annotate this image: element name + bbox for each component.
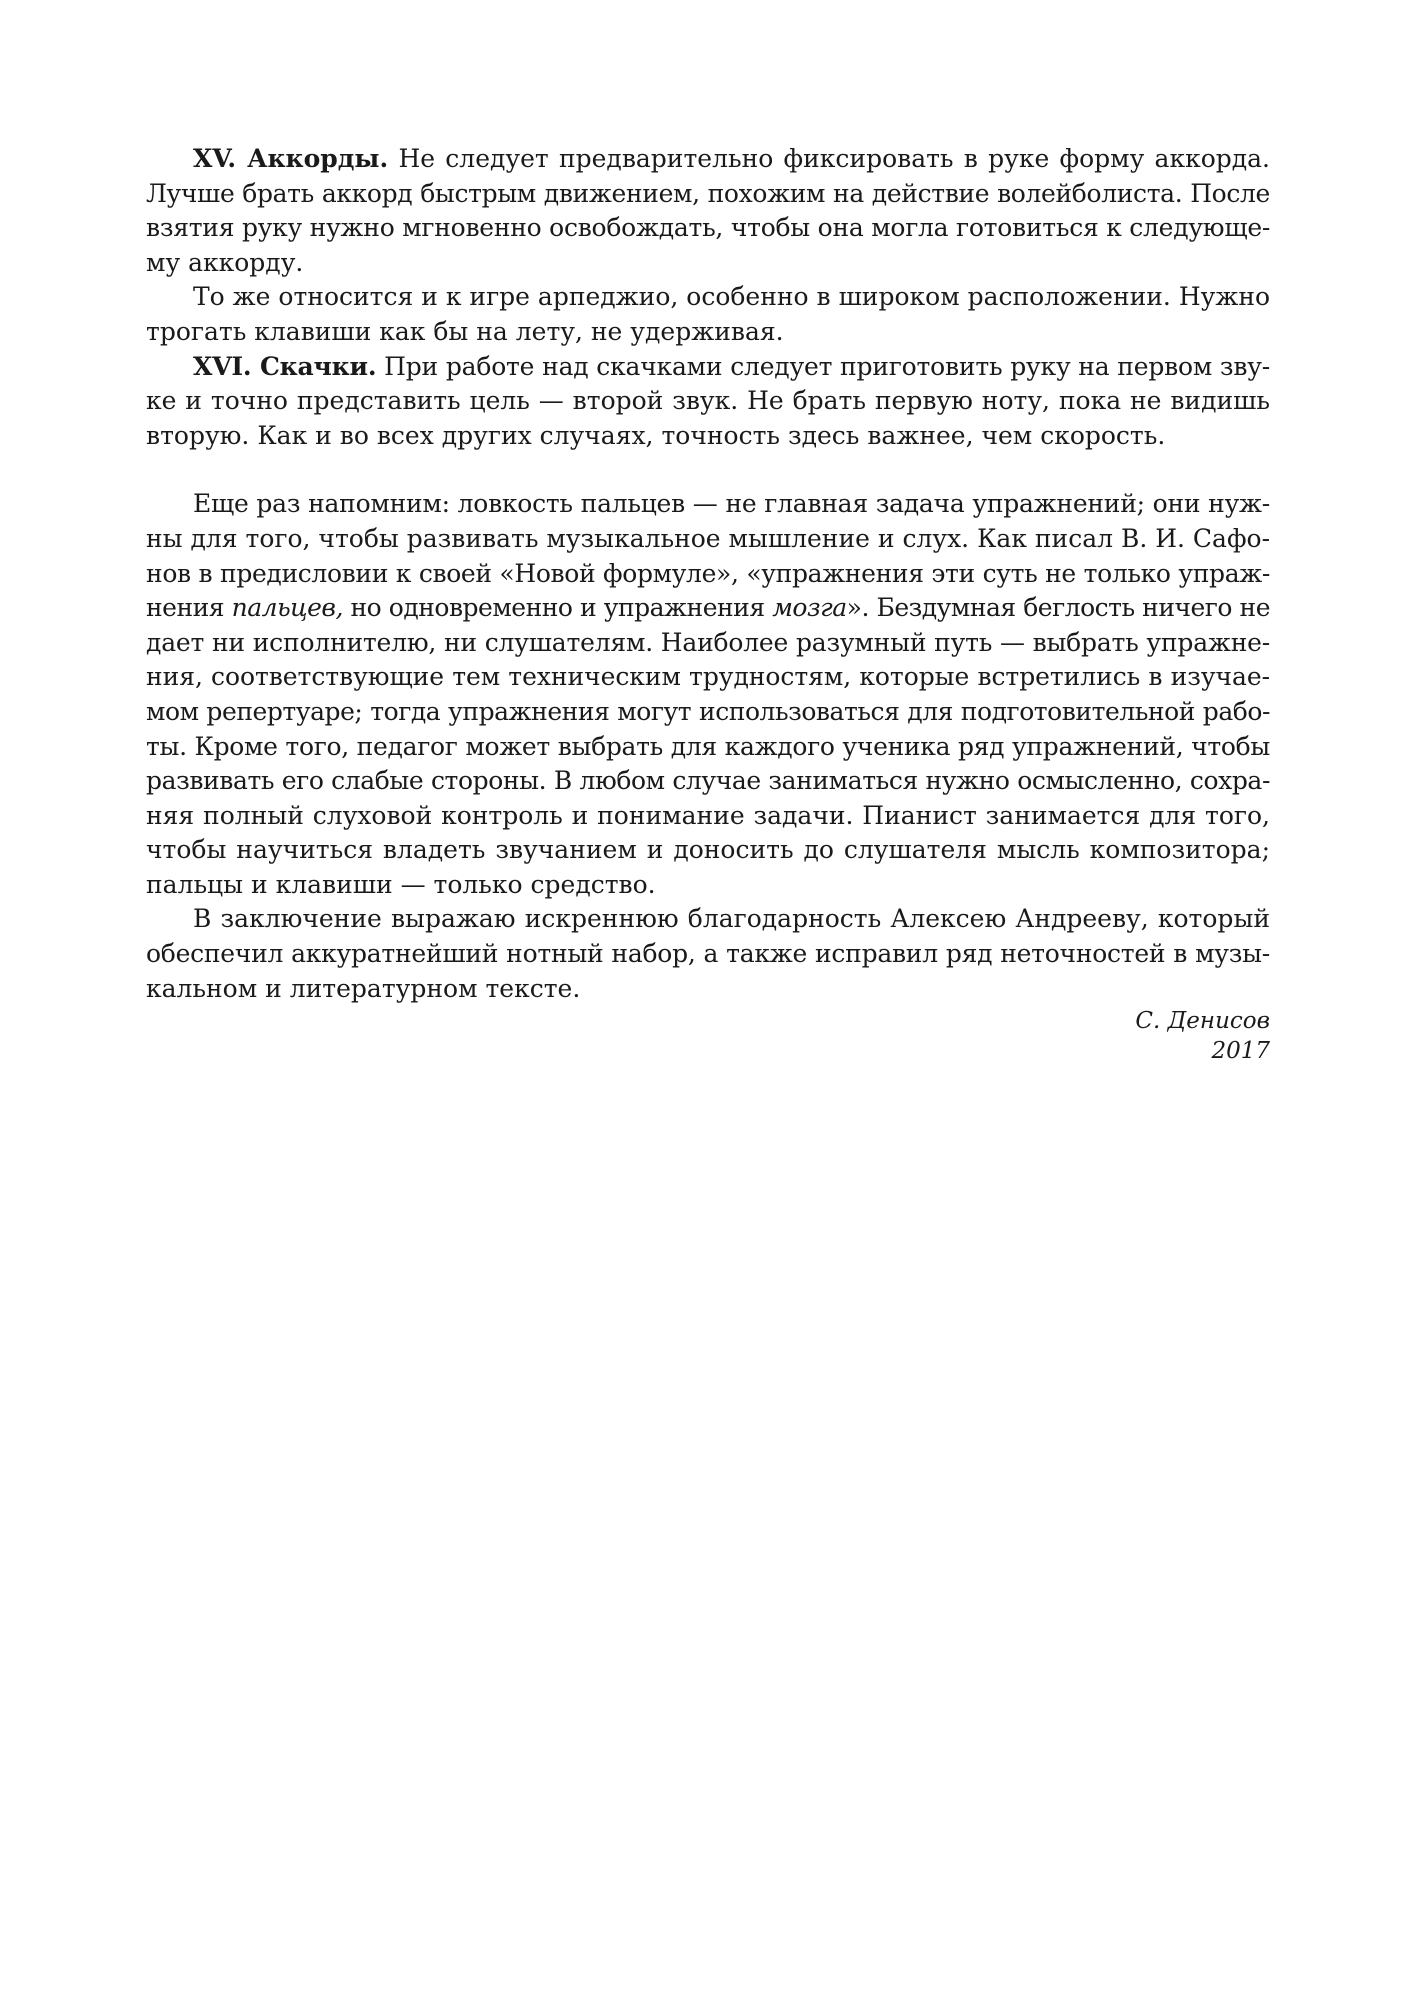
text-line: дает ни исполнителю, ни слушателям. Наиболее разумный путь — выбрать упражне-: [146, 627, 1270, 657]
section-xv: [146, 142, 1270, 280]
text-line: XVI. Скачки. При работе над скачками следует приготовить руку на первом зву-: [193, 351, 1270, 381]
signature: [146, 1006, 1270, 1066]
paragraph-arpeggio: [146, 280, 1270, 349]
text-line: мом репертуаре; тогда упражнения могут использоваться для подготовительной рабо-: [146, 696, 1270, 726]
text-line: То же относится и к игре арпеджио, особенно в широком расположении. Нужно: [193, 282, 1271, 312]
text-line: взятия руку нужно мгновенно освобождать, чтобы она могла готовиться к следующе-: [146, 213, 1271, 243]
text-line: му аккорду.: [146, 247, 304, 277]
signature-year: 2017: [1211, 1038, 1270, 1065]
text-line: чтобы научиться владеть звучанием и доносить до слушателя мысль композитора;: [146, 835, 1270, 865]
text-line: обеспечил аккуратнейший нотный набор, а также исправил ряд неточностей в музы-: [146, 939, 1270, 969]
text-line: нения пальцев, но одновременно и упражнения мозга». Бездумная беглость ничего не: [146, 593, 1270, 623]
text-line: ния, соответствующие тем техническим трудностям, которые встретились в изучае-: [146, 662, 1270, 692]
text-line: ке и точно представить цель — второй звук. Не брать первую ноту, пока не видишь: [146, 386, 1270, 416]
text-line: В заключение выражаю искреннюю благодарность Алексею Андрееву, который: [193, 904, 1270, 934]
italic-word: мозга: [772, 593, 847, 623]
paragraph-thanks: [146, 902, 1270, 1006]
text-line: Еще раз напомним: ловкость пальцев — не главная задача упражнений; они нуж-: [193, 489, 1270, 519]
paragraph-closing: [146, 487, 1270, 902]
text-line: развивать его слабые стороны. В любом случае заниматься нужно осмысленно, сохра-: [146, 766, 1270, 796]
page-body: [146, 142, 1270, 1066]
section-heading: XVI. Скачки.: [193, 351, 377, 381]
text-line: няя полный слуховой контроль и понимание задачи. Пианист занимается для того,: [146, 800, 1270, 830]
text-line: ны для того, чтобы развивать музыкальное мышление и слух. Как писал В. И. Сафо-: [146, 523, 1271, 553]
signature-author: С. Денисов: [1135, 1008, 1270, 1035]
text-line: XV. Аккорды. Не следует предварительно фиксировать в руке форму аккорда.: [193, 144, 1271, 173]
section-xvi: [146, 350, 1270, 454]
text-line: кальном и литературном тексте.: [146, 973, 581, 1003]
text-line: Лучше брать аккорд быстрым движением, похожим на действие волейболиста. После: [146, 178, 1270, 208]
text-line: пальцы и клавиши — только средство.: [146, 869, 656, 899]
text-line: трогать клавиши как бы на лету, не удерживая.: [146, 316, 784, 346]
text-line: вторую. Как и во всех других случаях, точность здесь важнее, чем скорость.: [146, 420, 1166, 450]
text-line: ты. Кроме того, педагог может выбрать для каждого ученика ряд упражнений, чтобы: [146, 731, 1270, 761]
text-line: нов в предисловии к своей «Новой формуле», «упражнения эти суть не только упраж-: [146, 558, 1270, 588]
section-heading: XV. Аккорды.: [193, 144, 389, 173]
paragraph-gap: [146, 453, 1270, 487]
italic-word: пальцев,: [231, 593, 343, 623]
